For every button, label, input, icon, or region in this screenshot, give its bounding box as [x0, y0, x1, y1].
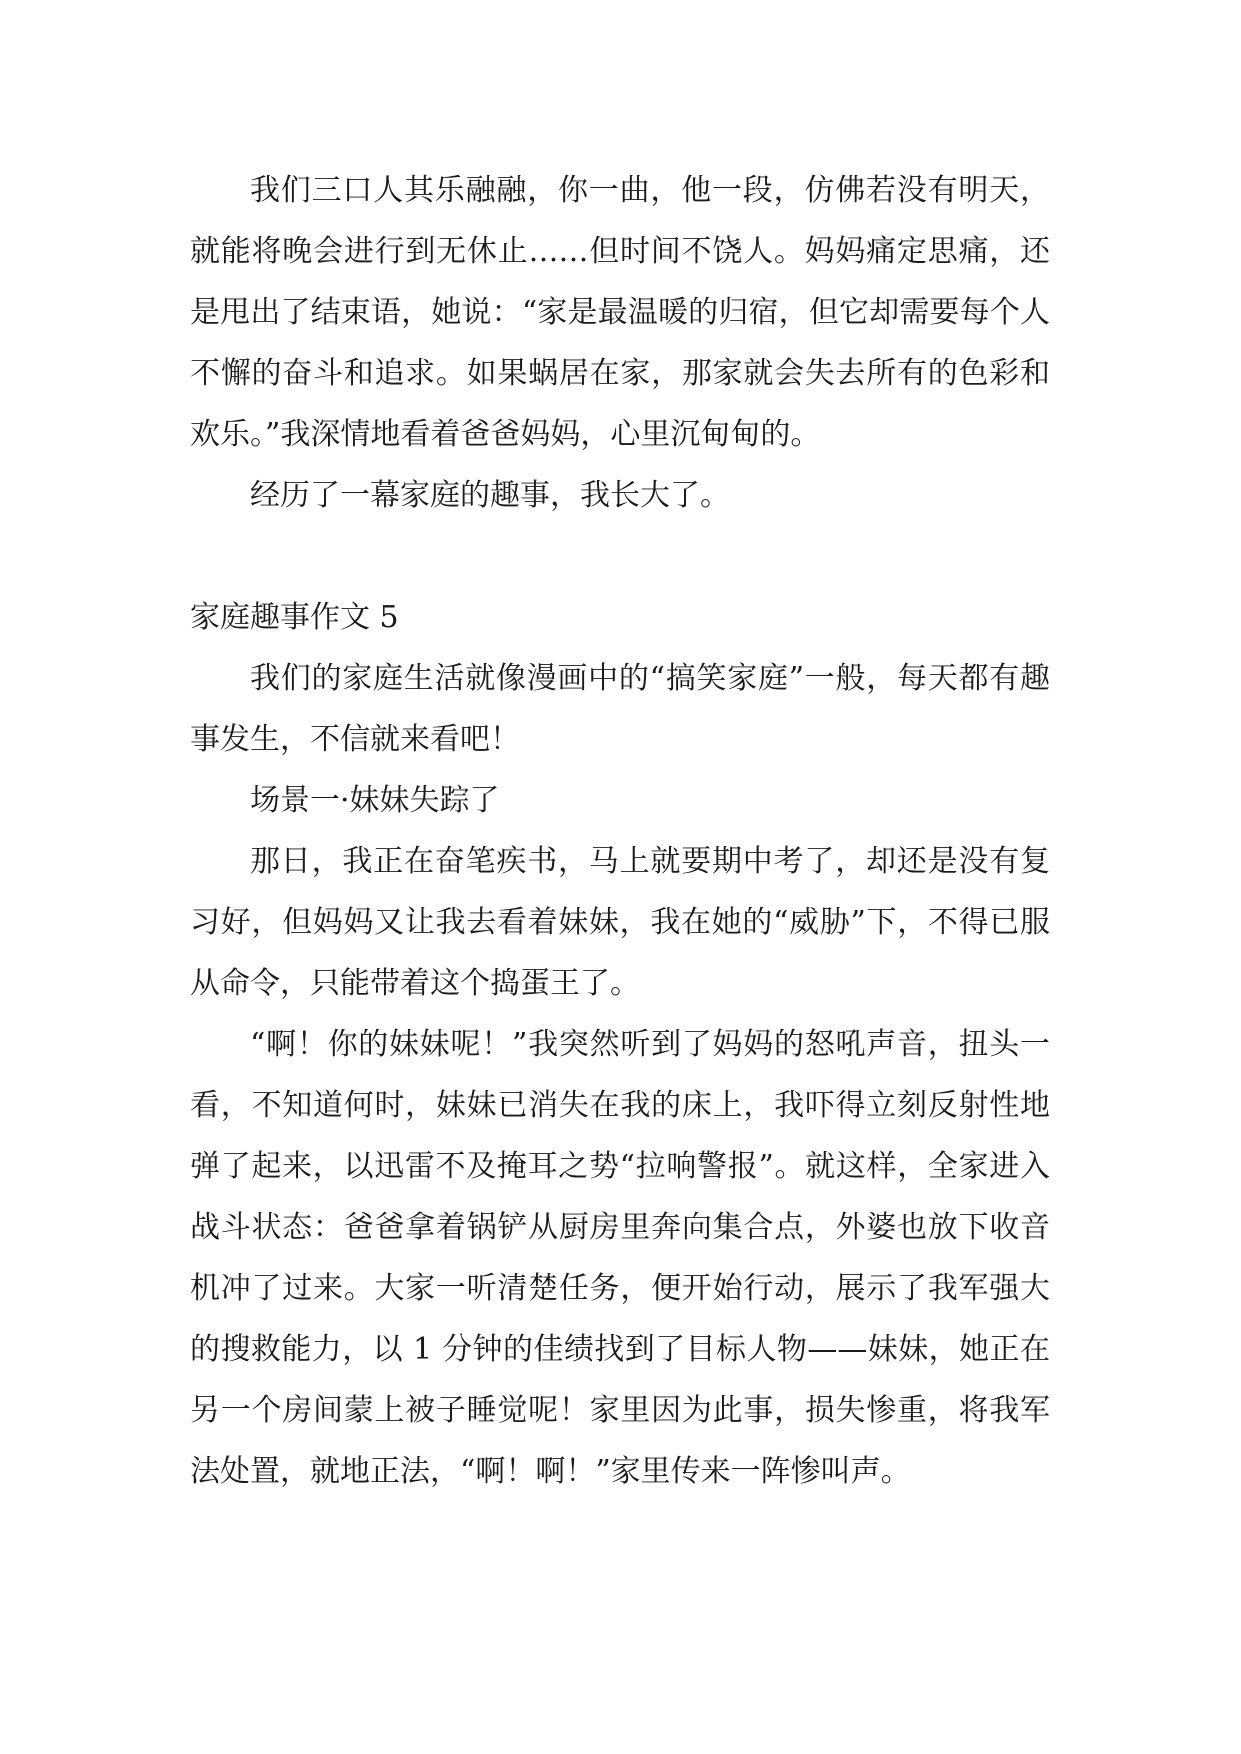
section-title: 家庭趣事作文 5 — [190, 600, 399, 635]
paragraph: 我们的家庭生活就像漫画中的“搞笑家庭”一般，每天都有趣事发生，不信就来看吧！ — [190, 661, 1050, 757]
scene-subtitle: 场景一·妹妹失踪了 — [250, 783, 500, 818]
paragraph: 我们三口人其乐融融，你一曲，他一段，仿佛若没有明天，就能将晚会进行到无休止……但时间不饶人。妈妈痛定思痛，还是甩出了结束语，她说：“家是最温暖的归宿，但它却需要每个人不懈的奋斗和追求。如果蜗居在家，那家就会失去所有的色彩和欢乐。”我深情地看着爸爸妈妈，心里沉甸甸的。 — [190, 173, 1050, 452]
document-body — [190, 160, 1050, 1502]
paragraph: 经历了一幕家庭的趣事，我长大了。 — [250, 478, 730, 513]
paragraph: “啊！你的妹妹呢！”我突然听到了妈妈的怒吼声音，扭头一看，不知道何时，妹妹已消失在我的床上，我吓得立刻反射性地弹了起来，以迅雷不及掩耳之势“拉响警报”。就这样，全家进入战斗状态：爸爸拿着锅铲从厨房里奔向集合点，外婆也放下收音机冲了过来。大家一听清楚任务，便开始行动，展示了我军强大的搜救能力，以 1 分钟的佳绩找到了目标人物——妹妹，她正在另一个房间蒙上被子睡觉呢！家里因为此事，损失惨重，将我军法处置，就地正法，“啊！啊！”家里传来一阵惨叫声。 — [190, 1027, 1050, 1489]
paragraph: 那日，我正在奋笔疾书，马上就要期中考了，却还是没有复习好，但妈妈又让我去看着妹妹，我在她的“威胁”下，不得已服从命令，只能带着这个捣蛋王了。 — [190, 844, 1050, 1001]
